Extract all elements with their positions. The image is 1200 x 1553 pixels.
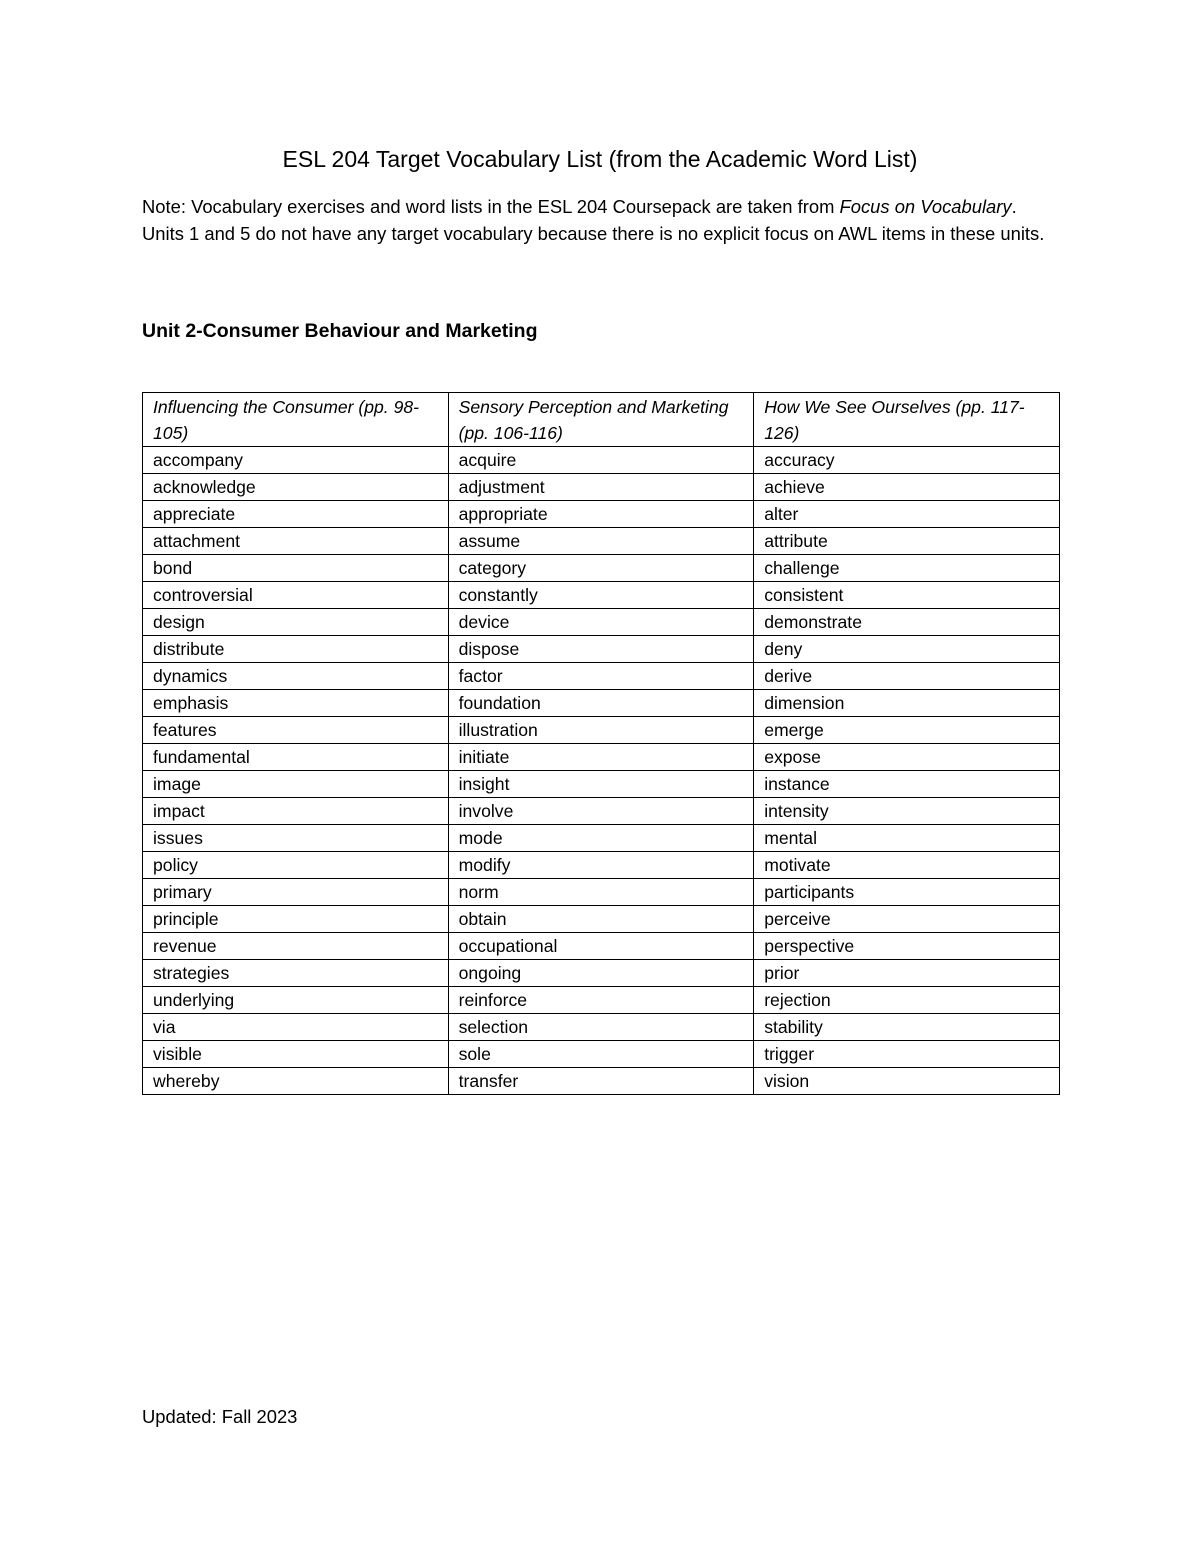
table-cell: emerge (754, 717, 1060, 744)
table-row (143, 771, 1060, 798)
unit-heading: Unit 2-Consumer Behaviour and Marketing (142, 320, 538, 342)
table-cell: intensity (754, 798, 1060, 825)
table-cell: illustration (448, 717, 754, 744)
table-row (143, 852, 1060, 879)
table-cell: perceive (754, 906, 1060, 933)
table-row (143, 528, 1060, 555)
table-cell: selection (448, 1014, 754, 1041)
table-cell: deny (754, 636, 1060, 663)
table-row (143, 447, 1060, 474)
table-row (143, 906, 1060, 933)
table-row (143, 501, 1060, 528)
table-cell: appropriate (448, 501, 754, 528)
table-cell: motivate (754, 852, 1060, 879)
table-cell: primary (143, 879, 449, 906)
table-cell: device (448, 609, 754, 636)
vocabulary-table (142, 392, 1060, 1095)
table-body (143, 447, 1060, 1095)
table-row (143, 1041, 1060, 1068)
table-row (143, 717, 1060, 744)
table-row (143, 879, 1060, 906)
table-cell: strategies (143, 960, 449, 987)
table-cell: demonstrate (754, 609, 1060, 636)
table-row (143, 636, 1060, 663)
table-cell: dispose (448, 636, 754, 663)
table-cell: reinforce (448, 987, 754, 1014)
table-cell: rejection (754, 987, 1060, 1014)
table-row (143, 987, 1060, 1014)
table-cell: initiate (448, 744, 754, 771)
table-cell: whereby (143, 1068, 449, 1095)
table-cell: expose (754, 744, 1060, 771)
table-cell: features (143, 717, 449, 744)
table-cell: issues (143, 825, 449, 852)
table-cell: revenue (143, 933, 449, 960)
table-row (143, 474, 1060, 501)
table-row (143, 933, 1060, 960)
table-cell: occupational (448, 933, 754, 960)
table-cell: alter (754, 501, 1060, 528)
table-cell: via (143, 1014, 449, 1041)
table-cell: stability (754, 1014, 1060, 1041)
updated-footer: Updated: Fall 2023 (142, 1406, 298, 1427)
table-cell: acknowledge (143, 474, 449, 501)
table-cell: participants (754, 879, 1060, 906)
table-cell: attachment (143, 528, 449, 555)
table-cell: accuracy (754, 447, 1060, 474)
table-cell: factor (448, 663, 754, 690)
table-cell: assume (448, 528, 754, 555)
table-cell: foundation (448, 690, 754, 717)
table-cell: accompany (143, 447, 449, 474)
table-cell: mental (754, 825, 1060, 852)
book-title: Focus on Vocabulary (839, 196, 1012, 217)
table-cell: consistent (754, 582, 1060, 609)
table-cell: fundamental (143, 744, 449, 771)
table-cell: insight (448, 771, 754, 798)
table-cell: instance (754, 771, 1060, 798)
table-cell: acquire (448, 447, 754, 474)
table-cell: underlying (143, 987, 449, 1014)
table-cell: involve (448, 798, 754, 825)
table-cell: trigger (754, 1041, 1060, 1068)
table-row (143, 825, 1060, 852)
table-header-row (143, 393, 1060, 447)
table-row (143, 690, 1060, 717)
table-cell: challenge (754, 555, 1060, 582)
table-row (143, 1014, 1060, 1041)
table-cell: bond (143, 555, 449, 582)
table-cell: dimension (754, 690, 1060, 717)
table-cell: transfer (448, 1068, 754, 1095)
table-row (143, 609, 1060, 636)
note-text: Vocabulary exercises and word lists in the ESL 204 Coursepack are taken from (185, 196, 840, 217)
table-cell: visible (143, 1041, 449, 1068)
column-header-influencing: Influencing the Consumer (pp. 98-105) (143, 393, 449, 447)
table-cell: obtain (448, 906, 754, 933)
table-row (143, 663, 1060, 690)
table-cell: derive (754, 663, 1060, 690)
table-cell: appreciate (143, 501, 449, 528)
table-cell: controversial (143, 582, 449, 609)
table-cell: dynamics (143, 663, 449, 690)
document-title: ESL 204 Target Vocabulary List (from the Academic Word List) (282, 146, 918, 172)
table-cell: prior (754, 960, 1060, 987)
table-row (143, 798, 1060, 825)
table-cell: distribute (143, 636, 449, 663)
table-cell: constantly (448, 582, 754, 609)
table-cell: image (143, 771, 449, 798)
column-header-sensory: Sensory Perception and Marketing (pp. 106-116) (448, 393, 754, 447)
table-cell: norm (448, 879, 754, 906)
table-cell: achieve (754, 474, 1060, 501)
table-cell: principle (143, 906, 449, 933)
table-cell: impact (143, 798, 449, 825)
note-label: Note: (142, 196, 186, 217)
table-cell: design (143, 609, 449, 636)
table-cell: adjustment (448, 474, 754, 501)
table-cell: emphasis (143, 690, 449, 717)
table-cell: category (448, 555, 754, 582)
table-row (143, 744, 1060, 771)
column-header-ourselves: How We See Ourselves (pp. 117-126) (754, 393, 1060, 447)
note-paragraph (142, 194, 1062, 247)
table-row (143, 1068, 1060, 1095)
table-row (143, 960, 1060, 987)
table-cell: sole (448, 1041, 754, 1068)
table-cell: perspective (754, 933, 1060, 960)
table-cell: mode (448, 825, 754, 852)
table-cell: policy (143, 852, 449, 879)
table-row (143, 555, 1060, 582)
table-cell: vision (754, 1068, 1060, 1095)
table-cell: ongoing (448, 960, 754, 987)
table-cell: modify (448, 852, 754, 879)
table-cell: attribute (754, 528, 1060, 555)
note-text-end: . Units 1 and 5 do not have any target vocabulary because there is no explicit focus on AWL items in these units. (142, 196, 1045, 244)
table-row (143, 582, 1060, 609)
